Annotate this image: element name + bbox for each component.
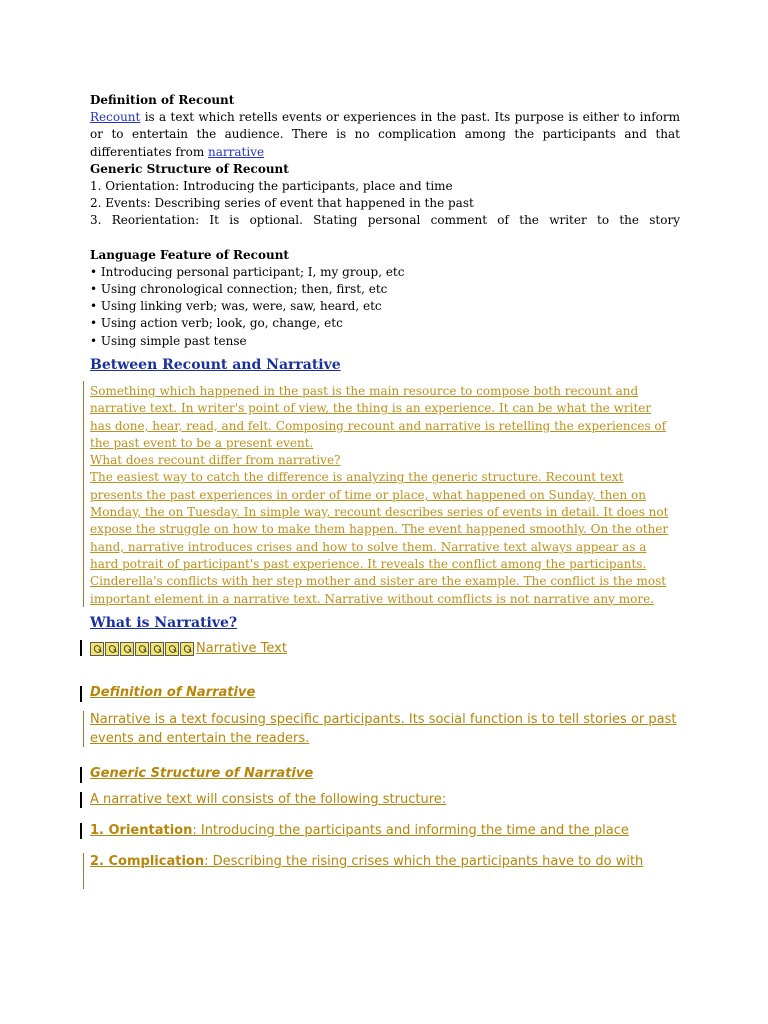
list-item: • Introducing personal participant; I, my group, etc <box>90 264 405 279</box>
recount-structure-item: 2. Events: Describing series of event that happened in the past <box>90 196 474 211</box>
pin-icon <box>180 642 194 656</box>
left-marker <box>80 686 82 702</box>
recount-language-heading: Language Feature of Recount <box>90 247 289 262</box>
narrative-complication-item <box>90 852 680 871</box>
pin-icon <box>120 642 134 656</box>
pin-icon <box>90 642 104 656</box>
recount-definition-paragraph <box>90 109 680 161</box>
recount-link[interactable]: Recount <box>90 110 141 125</box>
list-item: • Using action verb; look, go, change, etc <box>90 316 343 331</box>
recount-structure-item: 3. Reorientation: It is optional. Stating personal comment of the writer to the story <box>90 213 680 228</box>
pin-icon <box>135 642 149 656</box>
orientation-text: : Introducing the participants and informing the time and the place <box>192 823 629 838</box>
left-marker <box>80 640 82 656</box>
between-recount-narrative-heading[interactable]: Between Recount and Narrative <box>90 357 341 373</box>
list-item: • Using chronological connection; then, first, etc <box>90 282 388 297</box>
left-rule <box>83 711 84 747</box>
narrative-title-row <box>90 639 287 658</box>
between-paragraph-1: Something which happened in the past is the main resource to compose both recount and narrative text. In writer's point of view, the thing is an experience. It can be what the writer has done, hear, read, and felt. Composing recount and narrative is retelling the experiences of the past event to be a present event. <box>90 384 667 450</box>
narrative-orientation-item <box>90 821 690 840</box>
left-marker <box>80 823 82 839</box>
pin-icon <box>165 642 179 656</box>
recount-definition-section <box>90 92 680 350</box>
narrative-link[interactable]: narrative <box>208 144 265 159</box>
left-marker <box>80 792 82 808</box>
complication-text: : Describing the rising crises which the participants have to do with <box>204 854 644 869</box>
orientation-term: 1. Orientation <box>90 823 193 838</box>
narrative-structure-heading: Generic Structure of Narrative <box>90 766 314 781</box>
recount-definition-heading: Definition of Recount <box>90 93 235 107</box>
pin-icon <box>150 642 164 656</box>
list-item: • Using simple past tense <box>90 333 247 348</box>
narrative-title-label[interactable]: Narrative Text <box>196 641 287 656</box>
left-marker <box>80 767 82 783</box>
narrative-definition-text: Narrative is a text focusing specific participants. Its social function is to tell stories or past events and entertain the readers. <box>90 712 677 746</box>
between-section-body <box>90 383 670 608</box>
recount-structure-heading: Generic Structure of Recount <box>90 161 289 176</box>
recount-language-list <box>90 264 680 350</box>
complication-term: 2. Complication <box>90 854 205 869</box>
between-paragraph-2: The easiest way to catch the difference is analyzing the generic structure. Recount text presents the past experiences in order of time or place, what happened on Sunday, then on Monday, the on Tuesday. In simple way, recount describes series of events in detail. It does not expose the struggle on how to make them happen. The event happened smoothly. On the other hand, narrative introduces crises and how to solve them. Narrative text always appear as a hard potrait of participant's past experience. It reveals the conflict among the participants. Cinderella's conflicts with her step mother and sister are the example. The conflict is the most important element in a narrative text. Narrative without comflicts is not narrative any more. <box>90 470 669 606</box>
pin-icon-strip <box>90 642 194 656</box>
what-is-narrative-heading[interactable]: What is Narrative? <box>90 615 238 631</box>
narrative-structure-intro: A narrative text will consists of the following structure: <box>90 792 447 807</box>
list-item: • Using linking verb; was, were, saw, heard, etc <box>90 299 382 314</box>
narrative-definition-heading: Definition of Narrative <box>90 685 256 700</box>
left-rule <box>83 381 84 607</box>
recount-definition-text: is a text which retells events or experiences in the past. Its purpose is either to inform or to entertain the audience. There is no complication among the participants and that differentiates from <box>90 110 680 159</box>
pin-icon <box>105 642 119 656</box>
between-question: What does recount differ from narrative? <box>90 453 341 468</box>
recount-structure-item: 1. Orientation: Introducing the participants, place and time <box>90 179 453 194</box>
left-rule <box>83 853 84 889</box>
